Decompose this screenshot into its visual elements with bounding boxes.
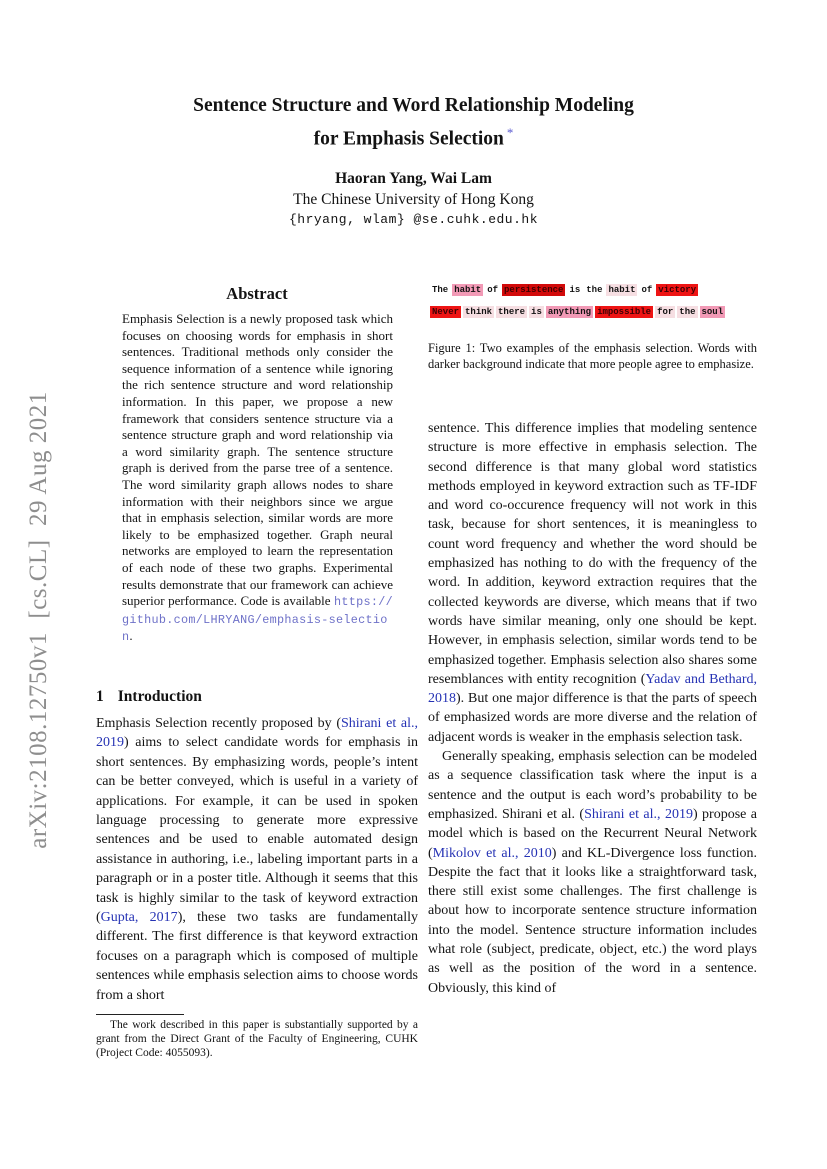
figure-word: there: [498, 307, 526, 317]
paper-title: [0, 92, 827, 153]
figure1-example-line2: [430, 306, 758, 318]
text-segment: ) aims to select candidate words for emphasis in short sentences. By emphasizing words, people’s intent can be better conveyed, which is useful in a variety of applications. For example, it can be used in spoken language processing to generate more expressive sentences and be used to enable automated design assistance in authoring, i.e., labeling important parts in a paragraph or in a poster title. Although it seems that this task is highly similar to the task of keyword extraction (: [96, 735, 418, 926]
right-column-body: [428, 419, 757, 998]
author-names: Haoran Yang, Wai Lam: [335, 170, 492, 187]
text-segment: Generally speaking, emphasis selection can be modeled as a sequence classification task where the input is a sentence and the output is each word’s probability to be emphasized. Shirani et al. (: [428, 749, 757, 822]
citation-link[interactable]: Yadav and Bethard, 2018: [428, 671, 757, 707]
figure-word: for: [657, 307, 674, 317]
abstract-body: [122, 311, 393, 646]
figure1-emphasis-examples: [430, 284, 758, 328]
citation-link[interactable]: Shirani et al., 2019: [584, 806, 693, 822]
citation-link[interactable]: Mikolov et al., 2010: [432, 845, 552, 861]
footnote-rule: [96, 1014, 184, 1015]
figure-word: victory: [658, 285, 697, 295]
section-number: 1: [96, 688, 104, 705]
section-heading-introduction: [96, 688, 418, 706]
text-segment: Emphasis Selection is a newly proposed task which focuses on choosing words for emphasis in short sentences. Traditional methods only consider the sequence information of a sentence while ignoring the rich sentence structure and word relationship information. In this paper, we propose a new framework that considers sentence structure via a sentence structure graph and word relationship via a word similarity graph. The sentence structure graph is derived from the parse tree of a sentence. The word similarity graph allows nodes to share information with their neighbors since we argue that in emphasis selection, similar words are more likely to be emphasized together. Graph neural networks are employed to learn the representation of each node of these two graphs. Experimental results demonstrate that our framework can achieve superior performance. Code is available: [122, 311, 393, 609]
figure-word: The: [432, 285, 449, 295]
paper-title-line2: for Emphasis Selection *: [313, 125, 514, 150]
text-segment: ) propose a model which is based on the Recurrent Neural Network (: [428, 806, 757, 861]
text-segment: Emphasis Selection recently proposed by (: [96, 716, 341, 731]
figure-word: of: [641, 285, 653, 295]
citation-link[interactable]: Shirani et al., 2019: [96, 716, 419, 751]
citation-link[interactable]: Gupta, 2017: [100, 910, 178, 926]
figure-word: anything: [547, 307, 592, 317]
figure-word: impossible: [597, 307, 652, 317]
text-segment: .: [129, 628, 133, 644]
figure-word: of: [487, 285, 499, 295]
text-segment: ), these two tasks are fundamentally different. The first difference is that keyword extraction focuses on a paragraph which is composed of multiple sentences while emphasis selection aims to choose words from a short: [96, 910, 418, 1003]
figure-word: is: [531, 307, 542, 317]
figure-word: the: [586, 285, 603, 295]
figure-word: persistence: [504, 285, 564, 295]
text-segment: sentence. This difference implies that modeling sentence structure is more effective in emphasis selection. The second difference is that many global word statistics methods employed in keyword extraction such as TF-IDF and word co-occurence frequency will not work in this task, because for short sentences, it is meaningless to count word frequency and whether the word should be emphasized has nothing to do with the frequency of the word. In addition, keyword extraction requires that the collected keywords are diverse, which means that if two words have similar meaning, only one should be kept. However, in emphasis selection, similar words tend to be emphasized together. Emphasis selection also shares some resemblances with entity recognition (: [428, 421, 757, 687]
figure-word: is: [569, 285, 581, 295]
authors-block: [0, 168, 827, 230]
figure-word: soul: [701, 307, 724, 317]
body-paragraph-2: [428, 747, 757, 998]
figure-word: habit: [608, 285, 636, 295]
section-title: Introduction: [117, 688, 202, 705]
text-segment: ) and KL-Divergence loss function. Despite the fact that it looks like a straightforward task, there still exist some challenges. The first challenge is about how to incorporate sentence structure information into the model. Sentence structure information includes what role (subject, predicate, object, etc.) the word plays as well as the position of the word in a sentence. Obviously, this kind of: [428, 845, 758, 996]
figure-word: think: [465, 307, 493, 317]
footnote: [96, 1014, 418, 1060]
title-footnote-marker: *: [506, 125, 514, 140]
body-paragraph-1: [428, 419, 757, 747]
text-segment: ). But one major difference is that the parts of speech of emphasized words are more diverse and the relation of adjacent words is weaker in the emphasis selection task.: [428, 691, 757, 745]
figure-word: habit: [454, 285, 482, 295]
abstract-heading: Abstract: [226, 284, 288, 303]
arxiv-watermark: arXiv:2108.12750v1 [cs.CL] 29 Aug 2021: [25, 391, 52, 849]
url-link[interactable]: https://github.com/LHRYANG/emphasis-selection: [122, 595, 393, 645]
paper-title-line1: Sentence Structure and Word Relationship Modeling: [193, 95, 634, 116]
figure-word: the: [679, 307, 696, 317]
introduction-paragraph: [96, 714, 418, 1005]
figure1-caption: Figure 1: Two examples of the emphasis selection. Words with darker background indicate that more people agree to emphasize.: [428, 341, 757, 371]
author-email: {hryang, wlam} @se.cuhk.edu.hk: [288, 212, 539, 227]
figure1-example-line1: [430, 284, 758, 296]
figure-word: Never: [432, 307, 460, 317]
affiliation: The Chinese University of Hong Kong: [293, 191, 534, 208]
footnote-text: The work described in this paper is substantially supported by a grant from the Direct Grant of the Faculty of Engineering, CUHK (Project Code: 4055093).: [96, 1019, 418, 1059]
